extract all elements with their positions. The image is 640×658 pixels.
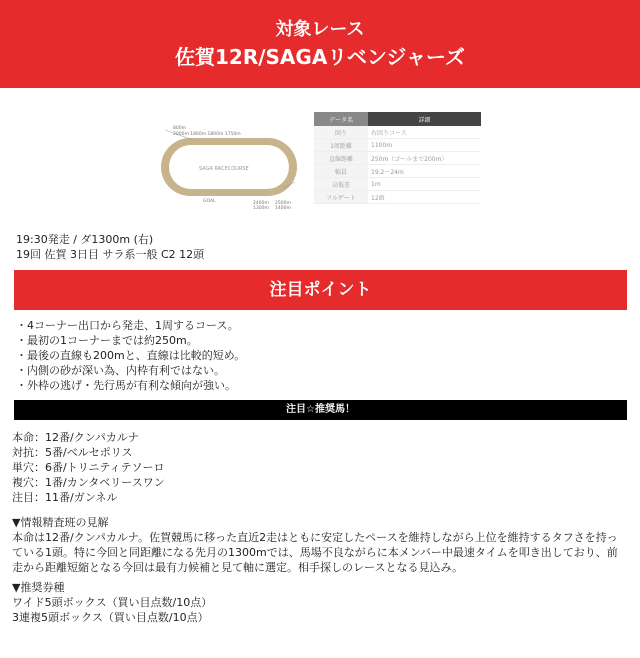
spec-value: 19.2〜24m — [368, 165, 481, 178]
spec-value: 1m — [368, 178, 481, 191]
course-label-center: SAGA RACECOURSE — [199, 166, 249, 172]
spec-value: 250m（ゴールまで200m） — [368, 152, 481, 165]
picks-banner: 注目☆推奨馬！ — [14, 400, 627, 420]
spec-key: 1周距離 — [314, 139, 368, 152]
ticket-line: ワイド5頭ボックス（買い目点数/10点） — [12, 596, 213, 609]
list-item: 本命：12番/クンパカルナ — [12, 431, 139, 444]
course-label-1400: 1400m — [275, 206, 291, 211]
spec-row — [314, 178, 481, 191]
spec-value: 右回りコース — [368, 126, 481, 139]
course-map-illustration — [155, 118, 305, 218]
analysis-heading: ▼情報精査班の見解 — [12, 516, 109, 529]
picks-list — [12, 430, 165, 505]
list-item: ・4コーナー出口から発走、1周するコース。 — [16, 319, 239, 332]
course-label-top-distances: 2000m 1860m 1800m 1750m — [173, 132, 241, 137]
list-item: 注目：11番/ガンネル — [12, 491, 118, 504]
list-item: ・最後の直線も200mと、直線は比較的短め。 — [16, 349, 246, 362]
list-item: 対抗：5番/ベルセポリス — [12, 446, 133, 459]
race-start-distance: 19:30発走 / ダ1300m (右) — [16, 233, 154, 246]
race-info — [16, 232, 204, 262]
spec-key: 直線距離 — [314, 152, 368, 165]
spec-key: フルゲート — [314, 191, 368, 204]
spec-row — [314, 152, 481, 165]
list-item: ・内側の砂が深い為、内枠有利ではない。 — [16, 364, 225, 377]
spec-row — [314, 165, 481, 178]
spec-key: 高低差 — [314, 178, 368, 191]
spec-row — [314, 126, 481, 139]
ticket-line: 3連複5頭ボックス（買い目点数/10点） — [12, 611, 209, 624]
analysis-section — [12, 515, 628, 575]
header-title: 対象レース — [275, 19, 365, 40]
list-item: 単穴：6番/トリニティテソーロ — [12, 461, 165, 474]
spec-key: 回り — [314, 126, 368, 139]
header-race-name: 佐賀12R/SAGAリベンジャーズ — [174, 45, 465, 69]
spec-value: 1100m — [368, 139, 481, 152]
analysis-body: 本命は12番/クンパカルナ。佐賀競馬に移った直近2走はともに安定したペースを維持しながら上位を維持するタフさを持っている1頭。特に今回と同距離になる先月の1300mでは、馬場不良ながらに本メンバー中最速タイムを叩き出しており、前走から距離短縮となる今回は最有力候補と見て軸に選定。相手探しのレースとなる見込み。 — [12, 531, 618, 574]
spec-key: 幅員 — [314, 165, 368, 178]
race-meeting-class: 19回 佐賀 3日目 サラ系一般 C2 12頭 — [16, 248, 205, 261]
course-label-1300: 1300m — [253, 206, 269, 211]
course-label-goal: GOAL — [203, 199, 216, 204]
tickets-section — [12, 580, 212, 625]
race-header — [0, 0, 640, 88]
list-item: ・外枠の逃げ・先行馬が有利な傾向が強い。 — [16, 379, 236, 392]
points-banner: 注目ポイント — [14, 270, 627, 310]
spec-header-key: データ名 — [314, 112, 368, 126]
points-list — [16, 318, 245, 393]
spec-row — [314, 139, 481, 152]
course-map — [155, 118, 305, 218]
tickets-heading: ▼推奨券種 — [12, 581, 65, 594]
spec-value: 12頭 — [368, 191, 481, 204]
course-label-2400: 2400m — [253, 201, 269, 206]
list-item: 複穴：1番/カンタベリースワン — [12, 476, 165, 489]
spec-header-value: 詳細 — [368, 112, 481, 126]
course-label-2500: 2500m — [275, 201, 291, 206]
course-label-800: 800m — [173, 126, 186, 131]
list-item: ・最初の1コーナーまでは約250m。 — [16, 334, 198, 347]
course-spec-table — [314, 112, 481, 204]
spec-row — [314, 191, 481, 204]
